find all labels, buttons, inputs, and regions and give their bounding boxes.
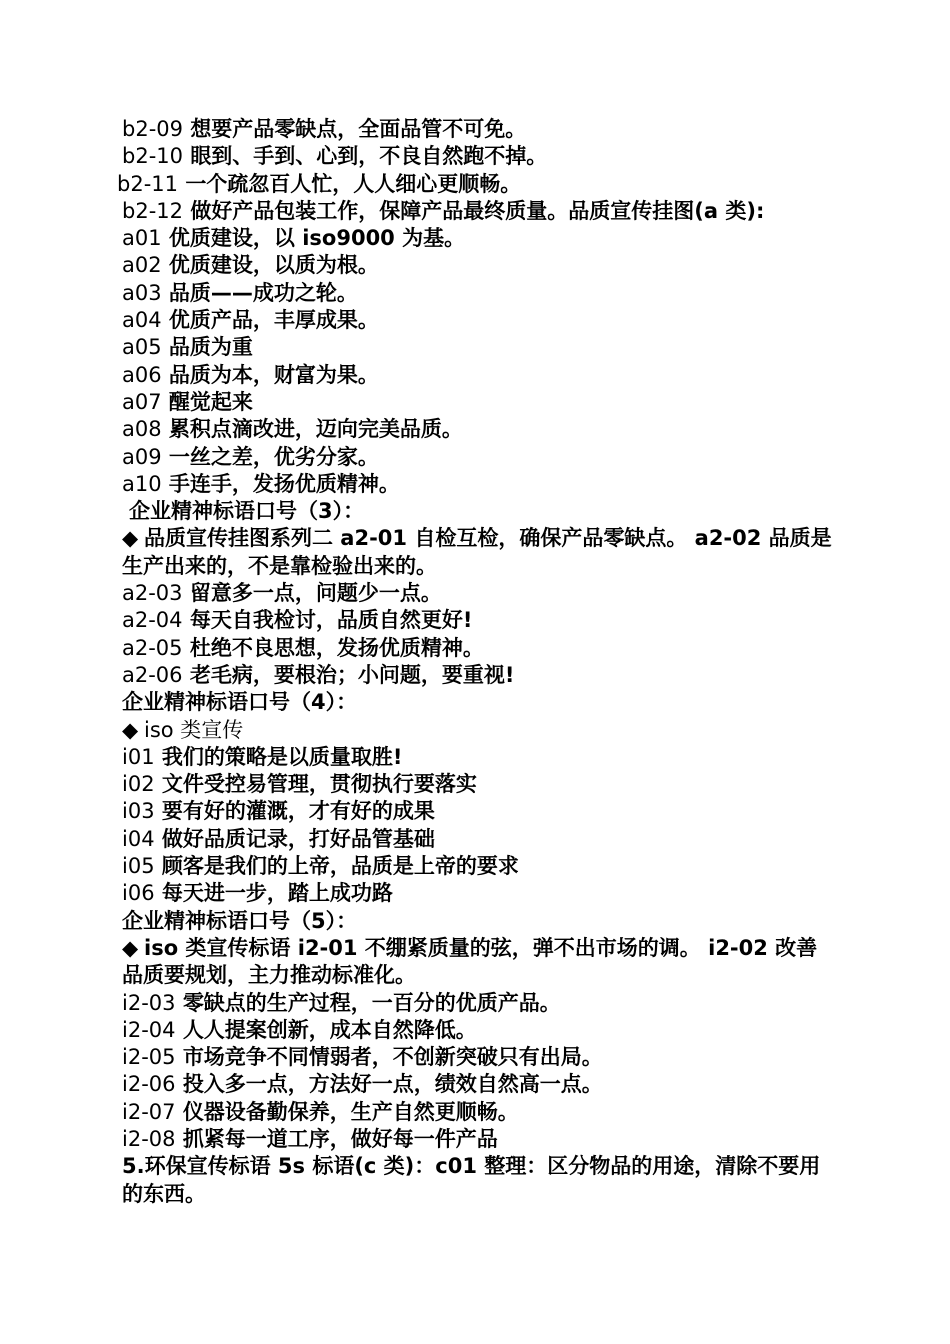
slogan-text: 品质宣传挂图系列二 a2-01 自检互检，确保产品零缺点。 a2-02 品质是生产出来的，不是靠检验出来的。 [122,526,832,578]
slogan-line [117,171,837,198]
slogan-line [117,198,837,225]
slogan-code: a09 [122,444,162,469]
slogan-line [117,471,837,498]
slogan-code: b2-10 [122,144,183,169]
slogan-code: i01 [122,744,155,769]
slogan-line [117,525,837,580]
slogan-code: a10 [122,471,162,496]
slogan-text: 一个疏忽百人忙，人人细心更顺畅。 [185,171,522,196]
slogan-code: i2-08 [122,1126,176,1151]
slogan-line [117,853,837,880]
diamond-bullet-icon: ◆ [122,935,139,960]
slogan-text: 做好品质记录，打好品管基础 [161,826,435,851]
section-heading-text: 企业精神标语口号（4）： [122,690,358,715]
slogan-line [117,826,837,853]
slogan-text: 品质为重 [168,335,253,360]
slogan-code: i05 [122,854,155,879]
slogan-line [117,717,837,744]
slogan-text: 零缺点的生产过程，一百分的优质产品。 [182,990,561,1015]
slogan-text: 市场竞争不同情弱者，不创新突破只有出局。 [182,1045,603,1070]
slogan-list [117,116,837,1208]
slogan-code: i2-05 [122,1045,176,1070]
slogan-line [117,662,837,689]
slogan-line [117,798,837,825]
slogan-text: 仪器设备勤保养，生产自然更顺畅。 [182,1099,519,1124]
slogan-line [117,1044,837,1071]
slogan-code: a05 [122,335,162,360]
slogan-code: b2-09 [122,117,183,141]
slogan-code: i03 [122,799,155,824]
slogan-code: b2-11 [117,171,178,196]
slogan-code: b2-12 [122,198,183,223]
slogan-line [117,1153,837,1208]
slogan-text: 文件受控易管理，贯彻执行要落实 [161,772,477,797]
section-heading [117,908,837,935]
slogan-code: i04 [122,826,155,851]
slogan-text: 老毛病，要根治；小问题，要重视! [189,662,515,687]
slogan-text: 要有好的灌溉，才有好的成果 [161,799,435,824]
slogan-text: 品质——成功之轮。 [168,280,358,305]
slogan-line [117,607,837,634]
slogan-code: i2-03 [122,990,176,1015]
slogan-code: a04 [122,308,162,333]
slogan-line [117,880,837,907]
slogan-line [117,744,837,771]
slogan-line [117,635,837,662]
slogan-line [117,1017,837,1044]
slogan-code: i02 [122,772,155,797]
slogan-code: a01 [122,226,162,251]
slogan-line [117,990,837,1017]
slogan-text: 抓紧每一道工序，做好每一件产品 [182,1126,498,1151]
slogan-text: 眼到、手到、心到，不良自然跑不掉。 [190,144,548,169]
slogan-text: 每天自我检讨，品质自然更好! [189,608,473,633]
slogan-text: 留意多一点，问题少一点。 [189,581,442,606]
slogan-text: 做好产品包装工作，保障产品最终质量。品质宣传挂图(a 类): [190,198,765,223]
slogan-code: a2-06 [122,662,183,687]
slogan-code: a03 [122,280,162,305]
slogan-text: iso 类宣传 [144,717,244,742]
slogan-text: 手连手，发扬优质精神。 [168,471,400,496]
slogan-line [117,225,837,252]
slogan-text: 我们的策略是以质量取胜! [161,744,403,769]
slogan-line [117,362,837,389]
slogan-line [117,935,837,990]
slogan-line [117,252,837,279]
slogan-text: 品质为本，财富为果。 [168,362,379,387]
slogan-code: a2-05 [122,635,183,660]
slogan-text: 顾客是我们的上帝，品质是上帝的要求 [161,854,519,879]
section-heading-text: 企业精神标语口号（3）： [129,499,365,524]
diamond-bullet-icon: ◆ [122,526,139,551]
section-heading [117,498,837,525]
slogan-code: i2-06 [122,1072,176,1097]
slogan-line [117,1126,837,1153]
slogan-line [117,444,837,471]
slogan-text: 杜绝不良思想，发扬优质精神。 [189,635,484,660]
slogan-code: i2-04 [122,1017,176,1042]
slogan-text: 醒觉起来 [168,389,253,414]
slogan-text: 每天进一步，踏上成功路 [161,881,393,906]
slogan-code: i06 [122,881,155,906]
slogan-line [117,1071,837,1098]
slogan-code: a2-03 [122,581,183,606]
slogan-code: i2-07 [122,1099,176,1124]
slogan-line [117,307,837,334]
slogan-line [117,389,837,416]
slogan-text: 优质产品，丰厚成果。 [168,308,379,333]
slogan-text: 投入多一点，方法好一点，绩效自然高一点。 [182,1072,603,1097]
slogan-code: a2-04 [122,608,183,633]
slogan-line [117,416,837,443]
slogan-text: iso 类宣传标语 i2-01 不绷紧质量的弦，弹不出市场的调。 i2-02 改善品质要规划，主力推动标准化。 [122,935,818,988]
slogan-text: 优质建设，以 iso9000 为基。 [168,226,466,251]
slogan-text: 一丝之差，优劣分家。 [168,444,379,469]
slogan-text: 累积点滴改进，迈向完美品质。 [168,417,463,442]
slogan-line [117,1099,837,1126]
slogan-line [117,580,837,607]
diamond-bullet-icon: ◆ [122,717,139,742]
slogan-line [117,116,837,143]
slogan-line [117,280,837,307]
slogan-line [117,143,837,170]
slogan-code: 5. [122,1154,145,1179]
slogan-line [117,334,837,361]
section-heading [117,689,837,716]
slogan-text: 想要产品零缺点，全面品管不可免。 [190,117,527,141]
slogan-code: a07 [122,389,162,414]
slogan-text: 人人提案创新，成本自然降低。 [182,1017,477,1042]
slogan-code: a08 [122,417,162,442]
slogan-code: a02 [122,253,162,278]
section-heading-text: 企业精神标语口号（5）： [122,908,358,933]
slogan-code: a06 [122,362,162,387]
slogan-text: 优质建设，以质为根。 [168,253,379,278]
slogan-text: 环保宣传标语 5s 标语(c 类)：c01 整理：区分物品的用途，清除不要用的东西。 [122,1154,821,1206]
slogan-line [117,771,837,798]
